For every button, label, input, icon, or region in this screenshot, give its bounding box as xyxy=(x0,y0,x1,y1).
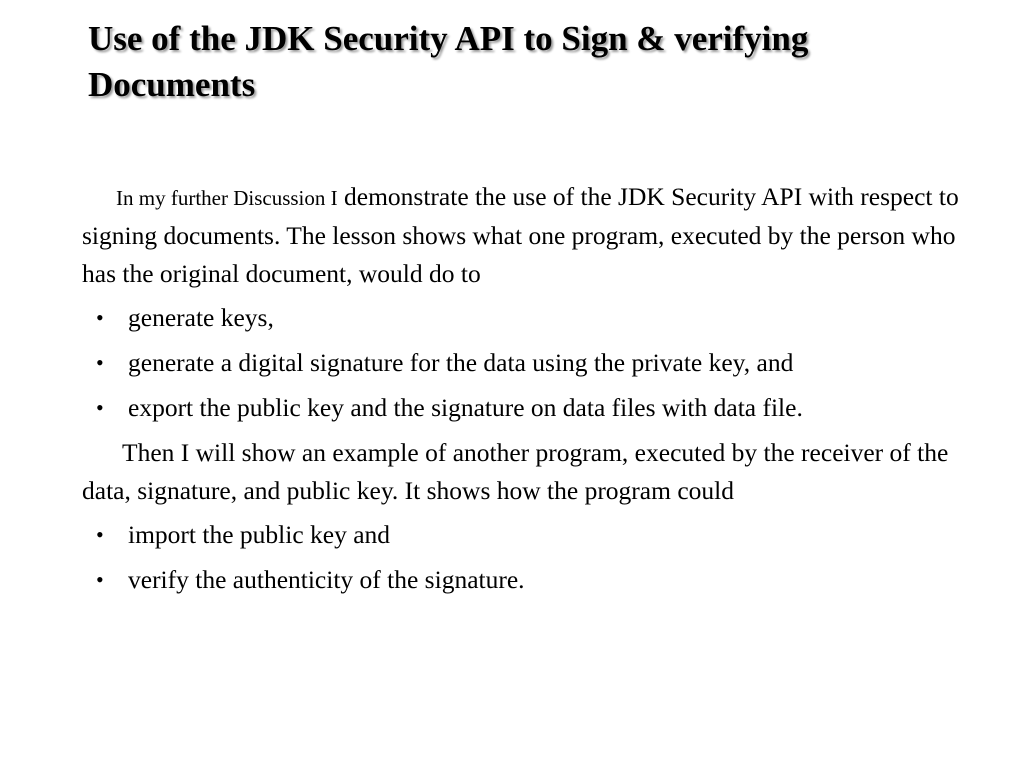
second-bullet-list xyxy=(82,516,992,599)
slide-title xyxy=(88,16,988,108)
bullet-icon: • xyxy=(96,350,104,375)
list-item xyxy=(82,344,992,382)
list-item-text: export the public key and the signature on data files with data file. xyxy=(128,393,803,422)
title-line-2: Documents xyxy=(88,65,256,104)
list-item-text: import the public key and xyxy=(128,520,391,549)
bullet-icon: • xyxy=(96,522,104,547)
first-bullet-list xyxy=(82,299,992,427)
intro-text: demonstrate the use of the JDK Security API with respect to signing documents. The lesson shows what one program, executed by the person who has the original document, would do to xyxy=(82,182,959,288)
slide-body xyxy=(82,178,992,606)
list-item-text: generate a digital signature for the data using the private key, and xyxy=(128,348,794,377)
title-line-1: Use of the JDK Security API to Sign & verifying xyxy=(88,19,809,58)
list-item xyxy=(82,561,992,599)
list-item xyxy=(82,516,992,554)
list-item-text: generate keys, xyxy=(128,303,274,332)
second-paragraph: Then I will show an example of another program, executed by the receiver of the data, signature, and public key. It shows how the program could xyxy=(82,438,949,505)
list-item xyxy=(82,299,992,337)
bullet-icon: • xyxy=(96,305,104,330)
list-item xyxy=(82,389,992,427)
list-item-text: verify the authenticity of the signature. xyxy=(128,565,525,594)
bullet-icon: • xyxy=(96,567,104,592)
intro-lead-text: In my further Discussion I xyxy=(116,186,338,210)
bullet-icon: • xyxy=(96,395,104,420)
intro-paragraph xyxy=(82,178,992,293)
